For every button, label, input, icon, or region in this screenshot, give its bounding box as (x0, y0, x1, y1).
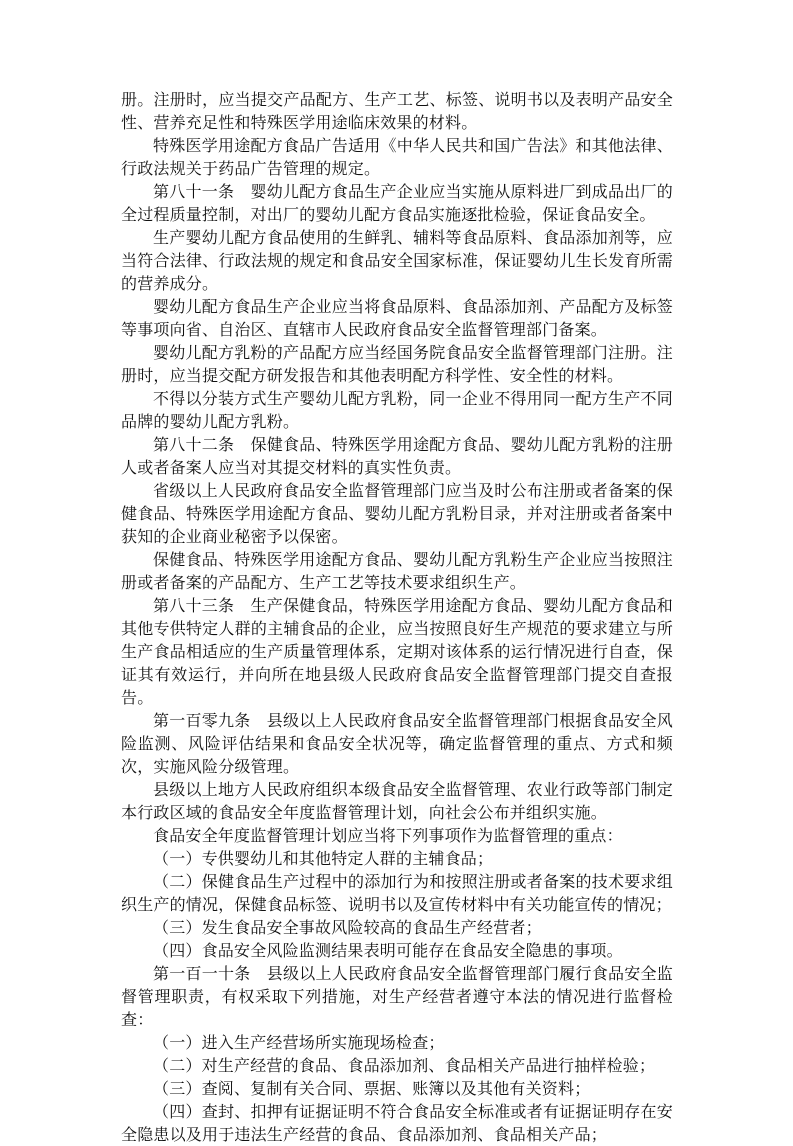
paragraph: 第一百一十条 县级以上人民政府食品安全监督管理部门履行食品安全监督管理职责，有权采取下列措施，对生产经营者遵守本法的情况进行监督检查： (121, 964, 673, 1029)
paragraph: （四）查封、扣押有证据证明不符合食品安全标准或者有证据证明存在安全隐患以及用于违法生产经营的食品、食品添加剂、食品相关产品； (121, 1102, 673, 1144)
paragraph: 第八十二条 保健食品、特殊医学用途配方食品、婴幼儿配方乳粉的注册人或者备案人应当对其提交材料的真实性负责。 (121, 435, 673, 477)
paragraph: 不得以分装方式生产婴幼儿配方乳粉，同一企业不得用同一配方生产不同品牌的婴幼儿配方乳粉。 (121, 389, 673, 431)
document-page (121, 88, 673, 1146)
paragraph: （二）保健食品生产过程中的添加行为和按照注册或者备案的技术要求组织生产的情况，保健食品标签、说明书以及宣传材料中有关功能宣传的情况； (121, 872, 673, 914)
paragraph: 食品安全年度监督管理计划应当将下列事项作为监督管理的重点： (153, 826, 623, 845)
paragraph: 县级以上地方人民政府组织本级食品安全监督管理、农业行政等部门制定本行政区域的食品安全年度监督管理计划，向社会公布并组织实施。 (121, 780, 673, 822)
paragraph: 省级以上人民政府食品安全监督管理部门应当及时公布注册或者备案的保健食品、特殊医学用途配方食品、婴幼儿配方乳粉目录，并对注册或者备案中获知的企业商业秘密予以保密。 (121, 481, 673, 546)
paragraph: 婴幼儿配方乳粉的产品配方应当经国务院食品安全监督管理部门注册。注册时，应当提交配方研发报告和其他表明配方科学性、安全性的材料。 (121, 343, 673, 385)
paragraph: 第一百零九条 县级以上人民政府食品安全监督管理部门根据食品安全风险监测、风险评估结果和食品安全状况等，确定监督管理的重点、方式和频次，实施风险分级管理。 (121, 711, 673, 776)
paragraph: （一）进入生产经营场所实施现场检查； (153, 1033, 445, 1052)
paragraph: 保健食品、特殊医学用途配方食品、婴幼儿配方乳粉生产企业应当按照注册或者备案的产品配方、生产工艺等技术要求组织生产。 (121, 550, 673, 592)
paragraph: 册。注册时，应当提交产品配方、生产工艺、标签、说明书以及表明产品安全性、营养充足性和特殊医学用途临床效果的材料。 (121, 90, 673, 132)
paragraph: （四）食品安全风险监测结果表明可能存在食品安全隐患的事项。 (153, 941, 623, 960)
paragraph: 生产婴幼儿配方食品使用的生鲜乳、辅料等食品原料、食品添加剂等，应当符合法律、行政法规的规定和食品安全国家标准，保证婴幼儿生长发育所需的营养成分。 (121, 228, 673, 293)
paragraph: 第八十三条 生产保健食品，特殊医学用途配方食品、婴幼儿配方食品和其他专供特定人群的主辅食品的企业，应当按照良好生产规范的要求建立与所生产食品相适应的生产质量管理体系，定期对该体系的运行情况进行自查，保证其有效运行，并向所在地县级人民政府食品安全监督管理部门提交自查报告。 (121, 596, 673, 707)
paragraph: （二）对生产经营的食品、食品添加剂、食品相关产品进行抽样检验； (153, 1056, 656, 1075)
paragraph: （三）发生食品安全事故风险较高的食品生产经营者； (153, 918, 542, 937)
paragraph: 第八十一条 婴幼儿配方食品生产企业应当实施从原料进厂到成品出厂的全过程质量控制，对出厂的婴幼儿配方食品实施逐批检验，保证食品安全。 (121, 182, 673, 224)
paragraph: 婴幼儿配方食品生产企业应当将食品原料、食品添加剂、产品配方及标签等事项向省、自治区、直辖市人民政府食品安全监督管理部门备案。 (121, 297, 673, 339)
paragraph: 特殊医学用途配方食品广告适用《中华人民共和国广告法》和其他法律、行政法规关于药品广告管理的规定。 (121, 136, 673, 178)
paragraph: （三）查阅、复制有关合同、票据、账簿以及其他有关资料； (153, 1079, 591, 1098)
paragraph: （一）专供婴幼儿和其他特定人群的主辅食品； (153, 849, 494, 868)
